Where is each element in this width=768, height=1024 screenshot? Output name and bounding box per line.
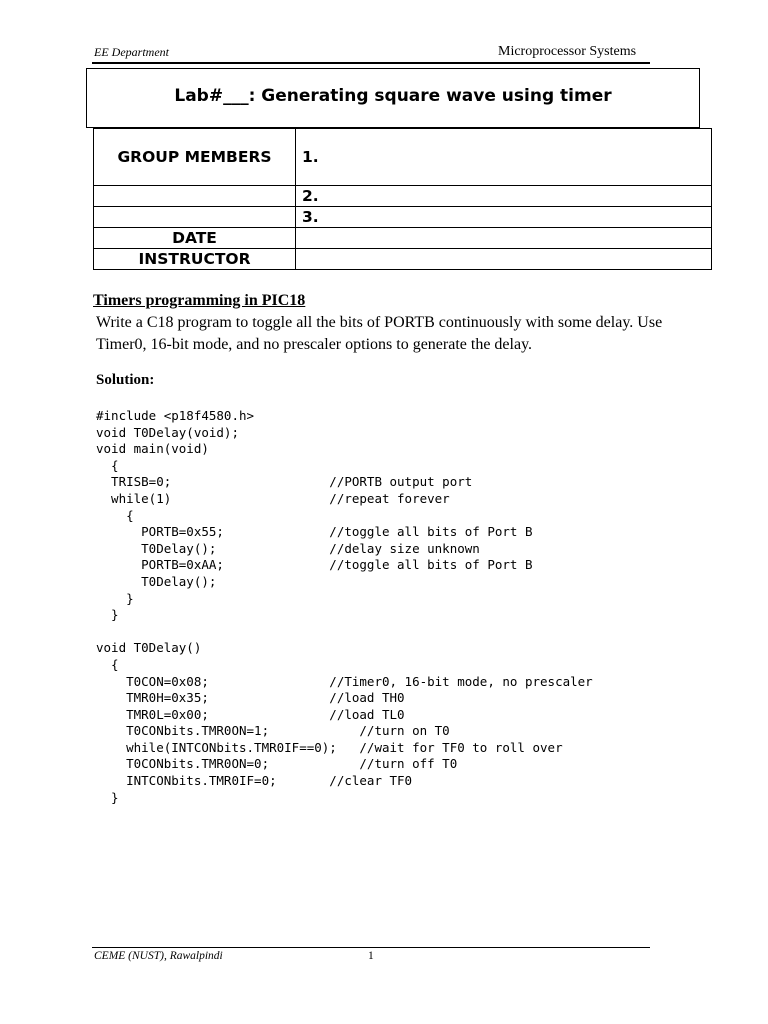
code-line: { (96, 656, 119, 672)
code-line: { (96, 457, 119, 473)
code-listing (96, 408, 593, 806)
instructor-field (296, 249, 712, 270)
group-info-table (93, 128, 712, 270)
footer-rule (92, 947, 650, 948)
code-line: PORTB=0xAA; //toggle all bits of Port B (96, 557, 533, 573)
code-line: T0Delay(); //delay size unknown (96, 540, 480, 556)
code-line: T0CONbits.TMR0ON=1; //turn on T0 (96, 723, 450, 739)
section-heading: Timers programming in PIC18 (93, 292, 306, 309)
code-line: } (96, 789, 119, 805)
code-line: } (96, 607, 119, 623)
lab-title: Lab#___: Generating square wave using timer (174, 86, 612, 106)
table-row (94, 186, 712, 207)
group-members-label: GROUP MEMBERS (94, 129, 296, 186)
member-1-field: 1. (296, 129, 712, 186)
empty-label-cell (94, 186, 296, 207)
code-line: INTCONbits.TMR0IF=0; //clear TF0 (96, 773, 413, 789)
table-row (94, 207, 712, 228)
code-line: T0CON=0x08; //Timer0, 16-bit mode, no prescaler (96, 673, 593, 689)
instructor-label: INSTRUCTOR (94, 249, 296, 270)
table-row (94, 228, 712, 249)
member-2-field: 2. (296, 186, 712, 207)
code-line: { (96, 507, 134, 523)
code-line (96, 624, 593, 641)
code-line: T0CONbits.TMR0ON=0; //turn off T0 (96, 756, 458, 772)
code-line: TMR0L=0x00; //load TL0 (96, 706, 405, 722)
header-course: Microprocessor Systems (498, 44, 637, 59)
code-line: } (96, 590, 134, 606)
code-line: T0Delay(); (96, 573, 217, 589)
date-field (296, 228, 712, 249)
footer-institution: CEME (NUST), Rawalpindi (94, 950, 223, 962)
code-line: TRISB=0; //PORTB output port (96, 474, 473, 490)
code-line: void T0Delay() (96, 640, 202, 656)
member-3-field: 3. (296, 207, 712, 228)
code-line: while(1) //repeat forever (96, 490, 450, 506)
empty-label-cell (94, 207, 296, 228)
code-line: #include <p18f4580.h> (96, 408, 255, 423)
code-line: void main(void) (96, 441, 209, 457)
header-department: EE Department (94, 45, 169, 59)
code-line: while(INTCONbits.TMR0IF==0); //wait for TF0 to roll over (96, 739, 563, 755)
header-rule (92, 62, 650, 64)
code-line: PORTB=0x55; //toggle all bits of Port B (96, 524, 533, 540)
table-row (94, 249, 712, 270)
date-label: DATE (94, 228, 296, 249)
task-description: Write a C18 program to toggle all the bits of PORTB continuously with some delay. Use Timer0, 16-bit mode, and no prescaler options to generate the delay. (96, 314, 663, 353)
solution-label: Solution: (96, 372, 155, 388)
code-line: void T0Delay(void); (96, 424, 239, 440)
page-number: 1 (368, 950, 374, 962)
code-line: TMR0H=0x35; //load TH0 (96, 690, 405, 706)
table-row (94, 129, 712, 186)
